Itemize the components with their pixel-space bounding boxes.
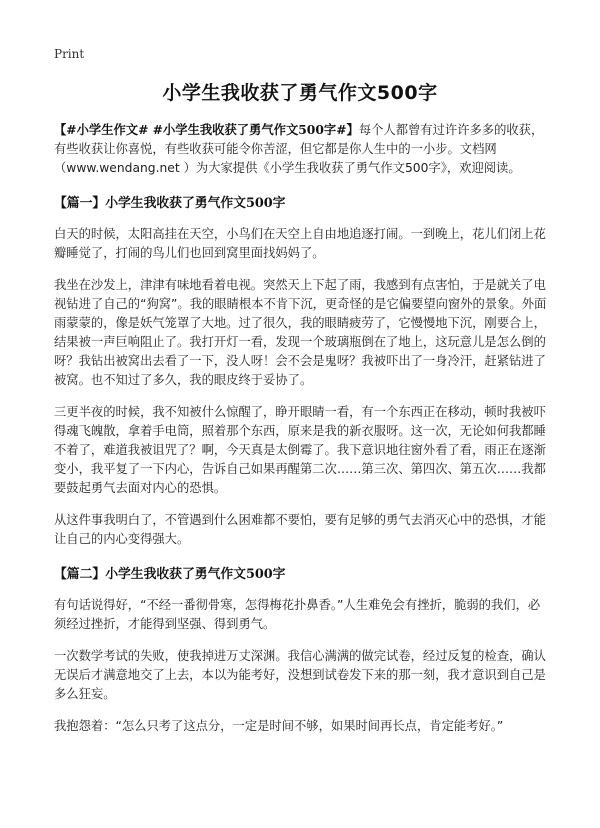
paragraph: 一次数学考试的失败，使我掉进万丈深渊。我信心满满的做完试卷，经过反复的检查，确认无误后才满意地交了上去，本以为能考好，没想到试卷发下来的那一刻，我才意识到自己是多么狂妄。 bbox=[54, 649, 546, 701]
page-title: 小学生我收获了勇气作文500字 bbox=[162, 82, 438, 104]
paragraph: 我坐在沙发上，津津有味地看着电视。突然天上下起了雨，我感到有点害怕，于是就关了电视钻进了自己的“狗窝”。我的眼睛根本不肯下沉，更奇怪的是它偏要望向窗外的景象。外面雨蒙蒙的，像是妖气笼罩了大地。过了很久，我的眼睛疲劳了，它慢慢地下沉，刚要合上，结果被一声巨响阻止了。我打开灯一看，发现一个玻璃瓶倒在了地上，这玩意儿是怎么倒的呀？我钻出被窝出去看了一下，没人呀！会不会是鬼呀？我被吓出了一身冷汗，赶紧钻进了被窝。也不知过了多久，我的眼皮终于妥协了。 bbox=[54, 278, 547, 387]
paragraph: 从这件事我明白了，不管遇到什么困难都不要怕，要有足够的勇气去消灭心中的恐惧，才能让自己的内心变得强大。 bbox=[54, 513, 546, 546]
paragraph: 有句话说得好，“不经一番彻骨寒，怎得梅花扑鼻香。”人生难免会有挫折，脆弱的我们，必须经过挫折，才能得到坚强、得到勇气。 bbox=[54, 598, 541, 631]
article-content bbox=[54, 120, 550, 749]
section-heading: 【篇二】小学生我收获了勇气作文500字 bbox=[54, 567, 286, 582]
print-label[interactable]: Print bbox=[54, 47, 85, 61]
paragraph: 三更半夜的时候，我不知被什么惊醒了，睁开眼睛一看，有一个东西正在移动，顿时我被吓得魂飞魄散，拿着手电筒，照着那个东西，原来是我的新衣服呀。这一次，无论如何我都睡不着了，难道我被诅咒了？啊，今天真是太倒霉了。我下意识地往窗外看了看，雨正在逐渐变小，我平复了一下内心，告诉自己如果再醒第二次……第三次、第四次、第五次……我都要鼓起勇气去面对内心的恐惧。 bbox=[54, 405, 546, 495]
intro-paragraph bbox=[54, 120, 550, 178]
paragraph: 白天的时候，太阳高挂在天空，小鸟们在天空上自由地追逐打闹。一到晚上，花儿们闭上花瓣睡觉了，打闹的鸟儿们也回到窝里面找妈妈了。 bbox=[54, 227, 546, 260]
paragraph: 我抱怨着：“怎么只考了这点分，一定是时间不够，如果时间再长点，肯定能考好。” bbox=[54, 719, 504, 733]
section-heading: 【篇一】小学生我收获了勇气作文500字 bbox=[54, 196, 286, 211]
intro-text: 每个人都曾有过许许多多的收获，有些收获让你喜悦，有些收获可能令你苦涩，但它都是你人生中的一小步。文档网（www.wendang.net ）为大家提供《小学生我收获了勇气作文500字》，欢迎阅读。 bbox=[54, 123, 544, 175]
intro-tag: 【#小学生作文# #小学生我收获了勇气作文500字#】 bbox=[54, 122, 359, 137]
